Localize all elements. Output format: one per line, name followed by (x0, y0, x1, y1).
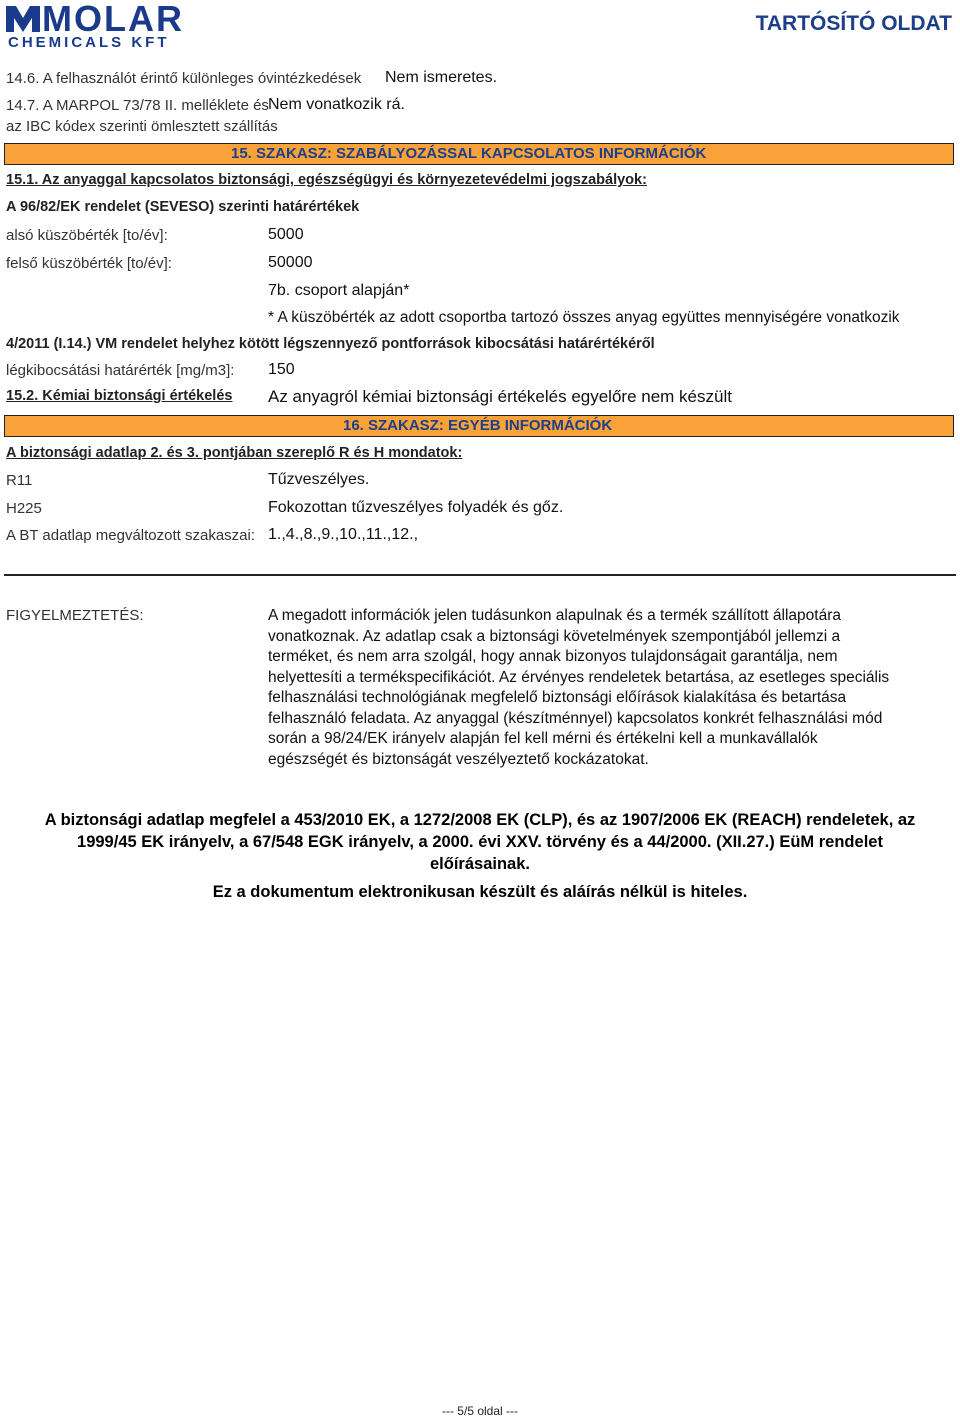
section-15-header (4, 143, 954, 165)
lower-threshold-label: alsó küszöbérték [to/év]: (6, 227, 168, 244)
warning-line: A megadott információk jelen tudásunkon alapulnak és a termék szállított állapotára (268, 607, 841, 624)
warning-line: felhasználó feladata. Az anyaggal (készítménnyel) kapcsolatos konkrét felhasználási mód (268, 709, 883, 727)
changed-sections-value: 1.,4.,8.,9.,10.,11.,12., (268, 526, 419, 543)
subsection-15-2-value: Az anyagról kémiai biztonsági értékelés egyelőre nem készült (268, 387, 732, 406)
legal-statement (0, 809, 960, 875)
threshold-group-note: * A küszöbérték az adott csoportba tartozó összes anyag együttes mennyiségére vonatkozik (268, 309, 900, 326)
logo-wordmark: MOLAR (42, 0, 184, 39)
h225-code: H225 (6, 500, 42, 517)
legal-line-1: A biztonsági adatlap megfelel a 453/2010 EK, a 1272/2008 EK (CLP), és az 1907/2006 EK (REACH) rendeletek, az (44, 811, 916, 829)
warning-line: felhasználási technológiának megfelelő biztonsági előírások kialakítása és betartása (268, 689, 847, 706)
seveso-title: A 96/82/EK rendelet (SEVESO) szerinti határértékek (6, 199, 360, 215)
electronic-signature-note: Ez a dokumentum elektronikusan készült és aláírás nélkül is hiteles. (212, 883, 748, 901)
upper-threshold-label: felső küszöbérték [to/év]: (6, 255, 172, 272)
warning-line: helyettesíti a termékspecifikációt. Az érvényes rendeletek betartása, az esetleges speciális (268, 668, 890, 686)
r11-text: Tűzveszélyes. (268, 471, 370, 488)
company-logo (6, 0, 226, 51)
warning-text (268, 606, 948, 770)
row-14-6-label: 14.6. A felhasználót érintő különleges óvintézkedések (6, 70, 362, 87)
warning-line: egészségét és biztonságát veszélyeztető kockázatokat. (268, 750, 649, 768)
changed-sections-label: A BT adatlap megváltozott szakaszai: (6, 527, 256, 544)
row-14-7-value: Nem vonatkozik rá. (268, 96, 405, 113)
air-emission-value: 150 (268, 361, 295, 378)
legal-line-2: 1999/45 EK irányelv, a 67/548 EGK irányelv, a 2000. évi XXV. törvény és a 44/2000. (XII.27.) EüM rendelet (77, 833, 883, 851)
section-16-title: 16. SZAKASZ: EGYÉB INFORMÁCIÓK (343, 417, 613, 434)
rh-sentences-title: A biztonsági adatlap 2. és 3. pontjában szereplő R és H mondatok: (6, 445, 463, 461)
lower-threshold-value: 5000 (268, 226, 304, 243)
subsection-15-1-title: 15.1. Az anyaggal kapcsolatos biztonsági, egészségügyi és környezetevédelmi jogszabályok: (6, 172, 647, 188)
warning-line: terméket, és nem arra szolgál, hogy annak bizonyos tulajdonságait garantálja, nem (268, 648, 838, 665)
warning-line: során a 98/24/EK irányelv alapján fel kell mérni és értékelni kell a munkavállalók (268, 730, 818, 747)
page-number: --- 5/5 oldal --- (441, 1404, 518, 1418)
legal-line-3: előírásainak. (430, 855, 530, 873)
air-emission-label: légkibocsátási határérték [mg/m3]: (6, 362, 235, 379)
r11-code: R11 (6, 472, 33, 489)
upper-threshold-value: 50000 (268, 254, 313, 271)
document-title: TARTÓSÍTÓ OLDAT (755, 12, 952, 35)
section-16-header (4, 415, 954, 437)
logo-subtitle: CHEMICALS KFT (8, 34, 170, 51)
row-14-7-label-line1: 14.7. A MARPOL 73/78 II. melléklete és (6, 97, 269, 114)
subsection-15-2-title (6, 388, 232, 404)
row-14-6-value: Nem ismeretes. (385, 69, 498, 86)
divider (4, 574, 956, 576)
row-14-7-label-line2: az IBC kódex szerinti ömlesztett szállítás (6, 118, 278, 135)
subsection-15-2-text: 15.2. Kémiai biztonsági értékelés (6, 388, 233, 404)
warning-line: vonatkoznak. Az adatlap csak a biztonsági követelmények szempontjából jellemzi a (268, 627, 841, 645)
h225-text: Fokozottan tűzveszélyes folyadék és gőz. (268, 499, 564, 516)
warning-label: FIGYELMEZTETÉS: (6, 607, 144, 624)
molar-logo-icon (6, 4, 40, 34)
threshold-group: 7b. csoport alapján* (268, 282, 410, 299)
section-15-title: 15. SZAKASZ: SZABÁLYOZÁSSAL KAPCSOLATOS INFORMÁCIÓK (231, 145, 707, 162)
vm-regulation-title: 4/2011 (I.14.) VM rendelet helyhez kötött légszennyező pontforrások kibocsátási határértékéről (6, 336, 655, 352)
